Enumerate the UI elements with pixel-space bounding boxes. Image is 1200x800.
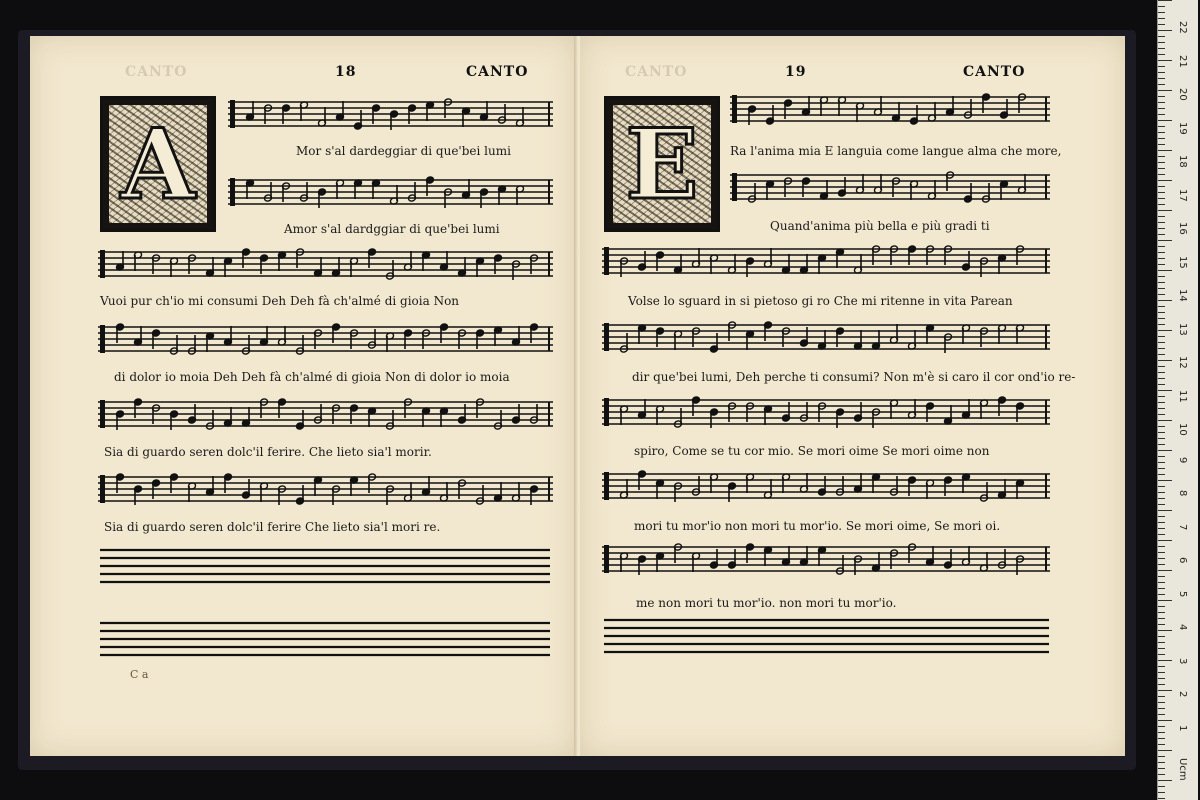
ruler-tick [1158,336,1165,337]
ruler-tick [1158,648,1165,649]
ruler-tick [1158,480,1172,481]
ruler-number: 4 [1177,624,1188,631]
ruler-tick [1158,594,1165,595]
staff-notation [730,91,1050,139]
ruler-tick [1158,192,1165,193]
staff-notation [98,246,553,294]
ruler-tick [1158,66,1165,67]
ruler-tick [1158,690,1172,691]
ruler-number: 20 [1177,88,1188,101]
ruler-tick [1158,300,1172,301]
clef-mark [604,398,609,426]
right-lyric-3: Volse lo sguard in si pietoso gi ro Che mi ritenne in vita Parean [628,294,1013,308]
ruler-tick [1158,492,1165,493]
ruler-tick [1158,204,1165,205]
staff-notation [98,471,553,519]
left-staff-5 [98,396,553,430]
ruler-tick [1158,564,1165,565]
ruler-tick [1158,576,1165,577]
clef-mark [604,247,609,275]
left-signature-mark: C a [130,668,149,681]
ruler-tick [1158,678,1165,679]
left-lyric-2: Amor s'al dardggiar di que'bei lumi [284,222,500,236]
ruler-tick [1158,708,1165,709]
ruler-tick [1158,654,1165,655]
right-staff-1 [730,91,1050,125]
ruler-tick [1158,306,1165,307]
ruler-tick [1158,744,1165,745]
left-staff-1 [228,96,553,130]
staff-notation [98,396,553,444]
clef-mark [100,325,105,353]
staff-notation [602,394,1050,442]
ruler-tick [1158,516,1165,517]
ruler-number: 19 [1177,121,1188,135]
ruler-number: 1 [1177,724,1188,731]
ruler-tick [1158,372,1165,373]
left-ghost-header: CANTO [125,64,188,80]
ruler-tick [1158,150,1172,151]
ruler-tick [1158,126,1165,127]
ruler-tick [1158,72,1165,73]
ruler-tick [1158,378,1165,379]
ruler-number: 18 [1177,155,1188,168]
right-staff-6 [602,468,1050,502]
ruler-tick [1158,762,1165,763]
ruler-tick [1158,408,1165,409]
staff-notation [228,174,553,222]
ruler-tick [1158,588,1165,589]
ruler-number: 12 [1177,356,1188,369]
ruler-number: 5 [1177,590,1188,597]
left-page-number: 18 [335,64,357,80]
ruler-tick [1158,666,1165,667]
right-staff-3 [602,243,1050,277]
ruler-tick [1158,414,1165,415]
left-initial-letter: A [120,107,196,221]
ruler-tick [1158,198,1165,199]
ruler-tick [1158,156,1165,157]
ruler-tick [1158,732,1165,733]
ruler-tick [1158,462,1165,463]
ruler-tick [1158,468,1165,469]
ruler-tick [1158,186,1165,187]
left-lyric-6: Sia di guardo seren dolc'il ferire Che lieto sia'l mori re. [104,520,441,534]
right-lyric-1: Ra l'anima mia E languia come langue alma che more, [730,144,1062,158]
clef-mark [732,173,737,201]
ruler-tick [1158,114,1165,115]
ruler-tick [1158,474,1165,475]
ruler-tick [1158,420,1172,421]
ruler-tick [1158,360,1172,361]
ruler-tick [1158,0,1172,1]
ruler-tick [1158,546,1165,547]
ruler-tick [1158,540,1172,541]
ruler-tick [1158,426,1165,427]
ruler-tick [1158,102,1165,103]
ruler-number: 7 [1177,523,1188,530]
left-empty-staff-2 [100,619,550,659]
ruler-tick [1158,522,1165,523]
left-staff-4 [98,321,553,355]
ruler-tick [1158,606,1165,607]
ruler-tick [1158,54,1165,55]
ruler-tick [1158,78,1165,79]
ruler-tick [1158,294,1165,295]
ruler-tick [1158,714,1165,715]
ruler-tick [1158,90,1172,91]
ruler-tick [1158,672,1165,673]
clef-mark [732,95,737,123]
ruler-number: 21 [1177,54,1188,68]
clef-mark [604,323,609,351]
right-page [580,36,1125,756]
left-staff-2 [228,174,553,208]
ruler-tick [1158,324,1165,325]
left-lyric-5: Sia di guardo seren dolc'il ferire. Che lieto sia'l morir. [104,445,432,459]
ruler-tick [1158,234,1165,235]
ruler-tick [1158,162,1165,163]
right-initial-letter: E [625,107,699,221]
left-lyric-3: Vuoi pur ch'io mi consumi Deh Deh fà ch'almé di gioia Non [100,294,460,308]
ruler-tick [1158,600,1172,601]
ruler-tick [1158,42,1165,43]
ruler-tick [1158,684,1165,685]
left-staff-6 [98,471,553,505]
ruler-tick [1158,108,1165,109]
ruler-number: 2 [1177,691,1188,698]
clef-mark [604,545,609,573]
right-lyric-4: dir que'bei lumi, Deh perche ti consumi? Non m'è si caro il cor ond'io re- [632,370,1076,384]
ruler-number: 6 [1177,557,1188,564]
staff-notation [602,541,1050,589]
ruler-tick [1158,528,1165,529]
ruler-tick [1158,18,1165,19]
ruler-tick [1158,288,1165,289]
right-lyric-7: me non mori tu mor'io. non mori tu mor'io. [636,596,897,610]
clef-mark [230,100,235,128]
ruler-tick [1158,174,1165,175]
ruler-tick [1158,390,1172,391]
ruler-tick [1158,252,1165,253]
ruler-tick [1158,504,1165,505]
right-lyric-5: spiro, Come se tu cor mio. Se mori oime Se mori oime non [634,444,990,458]
ruler-tick [1158,738,1165,739]
ruler-tick [1158,486,1165,487]
ruler-tick [1158,792,1165,793]
ruler-tick [1158,780,1172,781]
ruler-tick [1158,60,1172,61]
ruler-tick [1158,534,1165,535]
ruler-number: 22 [1177,21,1188,34]
staff-notation [602,243,1050,291]
ruler-tick [1158,36,1165,37]
left-lyric-4: di dolor io moia Deh Deh fà ch'almé di gioia Non di dolor io moia [114,370,510,384]
ruler-tick [1158,132,1165,133]
ruler-tick [1158,366,1165,367]
ruler-tick [1158,144,1165,145]
ruler-number: Ucm [1177,758,1188,781]
ruler-tick [1158,774,1165,775]
ruler-tick [1158,24,1165,25]
ruler-tick [1158,258,1165,259]
left-initial-woodcut [100,96,216,232]
measuring-ruler [1157,0,1198,800]
ruler-tick [1158,456,1165,457]
ruler-tick [1158,216,1165,217]
left-page [30,36,575,756]
ruler-tick [1158,6,1165,7]
ruler-tick [1158,168,1165,169]
ruler-tick [1158,384,1165,385]
staff-notation [228,96,553,144]
ruler-tick [1158,210,1172,211]
ruler-tick [1158,282,1165,283]
clef-mark [230,178,235,206]
ruler-number: 3 [1177,657,1188,664]
empty-staff-lines [100,619,550,659]
ruler-tick [1158,570,1172,571]
left-section-title: CANTO [466,64,529,80]
ruler-number: 8 [1177,490,1188,497]
ruler-tick [1158,726,1165,727]
ruler-number: 11 [1177,389,1188,403]
clef-mark [100,400,105,428]
right-section-title: CANTO [963,64,1026,80]
ruler-tick [1158,798,1165,799]
ruler-tick [1158,264,1165,265]
ruler-number: 17 [1177,188,1188,202]
ruler-tick [1158,432,1165,433]
empty-staff-lines [604,616,1049,656]
ruler-tick [1158,438,1165,439]
clef-mark [604,472,609,500]
ruler-tick [1158,660,1172,661]
ruler-tick [1158,756,1165,757]
right-lyric-6: mori tu mor'io non mori tu mor'io. Se mori oime, Se mori oi. [634,519,1001,533]
ruler-tick [1158,558,1165,559]
ruler-tick [1158,396,1165,397]
right-initial-woodcut [604,96,720,232]
ruler-tick [1158,246,1165,247]
right-ghost-header: CANTO [625,64,688,80]
right-lyric-2: Quand'anima più bella e più gradi ti [770,219,990,233]
ruler-tick [1158,30,1172,31]
staff-notation [602,319,1050,367]
ruler-tick [1158,510,1172,511]
ruler-tick [1158,696,1165,697]
ruler-tick [1158,138,1165,139]
left-lyric-1: Mor s'al dardeggiar di que'bei lumi [296,144,511,158]
ruler-tick [1158,642,1165,643]
ruler-tick [1158,120,1172,121]
right-staff-7 [602,541,1050,575]
ruler-tick [1158,768,1165,769]
staff-notation [98,321,553,369]
ruler-tick [1158,630,1172,631]
ruler-tick [1158,96,1165,97]
ruler-tick [1158,750,1172,751]
right-page-number: 19 [785,64,807,80]
staff-notation [602,468,1050,516]
left-empty-staff-1 [100,546,550,586]
ruler-tick [1158,354,1165,355]
ruler-tick [1158,552,1165,553]
ruler-number: 14 [1177,289,1188,302]
ruler-tick [1158,276,1165,277]
ruler-tick [1158,498,1165,499]
ruler-tick [1158,702,1165,703]
ruler-number: 9 [1177,456,1188,463]
ruler-number: 16 [1177,222,1188,235]
ruler-tick [1158,348,1165,349]
ruler-tick [1158,624,1165,625]
ruler-tick [1158,444,1165,445]
clef-mark [100,475,105,503]
ruler-tick [1158,612,1165,613]
ruler-tick [1158,222,1165,223]
ruler-tick [1158,312,1165,313]
ruler-tick [1158,786,1165,787]
ruler-tick [1158,48,1165,49]
ruler-tick [1158,618,1165,619]
ruler-tick [1158,402,1165,403]
ruler-tick [1158,318,1165,319]
empty-staff-lines [100,546,550,586]
right-staff-5 [602,394,1050,428]
right-staff-4 [602,319,1050,353]
ruler-tick [1158,84,1165,85]
ruler-number: 15 [1177,255,1188,269]
ruler-tick [1158,582,1165,583]
right-staff-2 [730,169,1050,203]
ruler-tick [1158,270,1172,271]
ruler-number: 10 [1177,423,1188,436]
right-empty-staff [604,616,1049,656]
ruler-tick [1158,240,1172,241]
ruler-tick [1158,720,1172,721]
ruler-tick [1158,12,1165,13]
ruler-tick [1158,342,1165,343]
staff-notation [730,169,1050,217]
clef-mark [100,250,105,278]
ruler-number: 13 [1177,322,1188,336]
ruler-tick [1158,228,1165,229]
ruler-tick [1158,636,1165,637]
ruler-tick [1158,180,1172,181]
left-staff-3 [98,246,553,280]
ruler-tick [1158,330,1172,331]
ruler-tick [1158,450,1172,451]
